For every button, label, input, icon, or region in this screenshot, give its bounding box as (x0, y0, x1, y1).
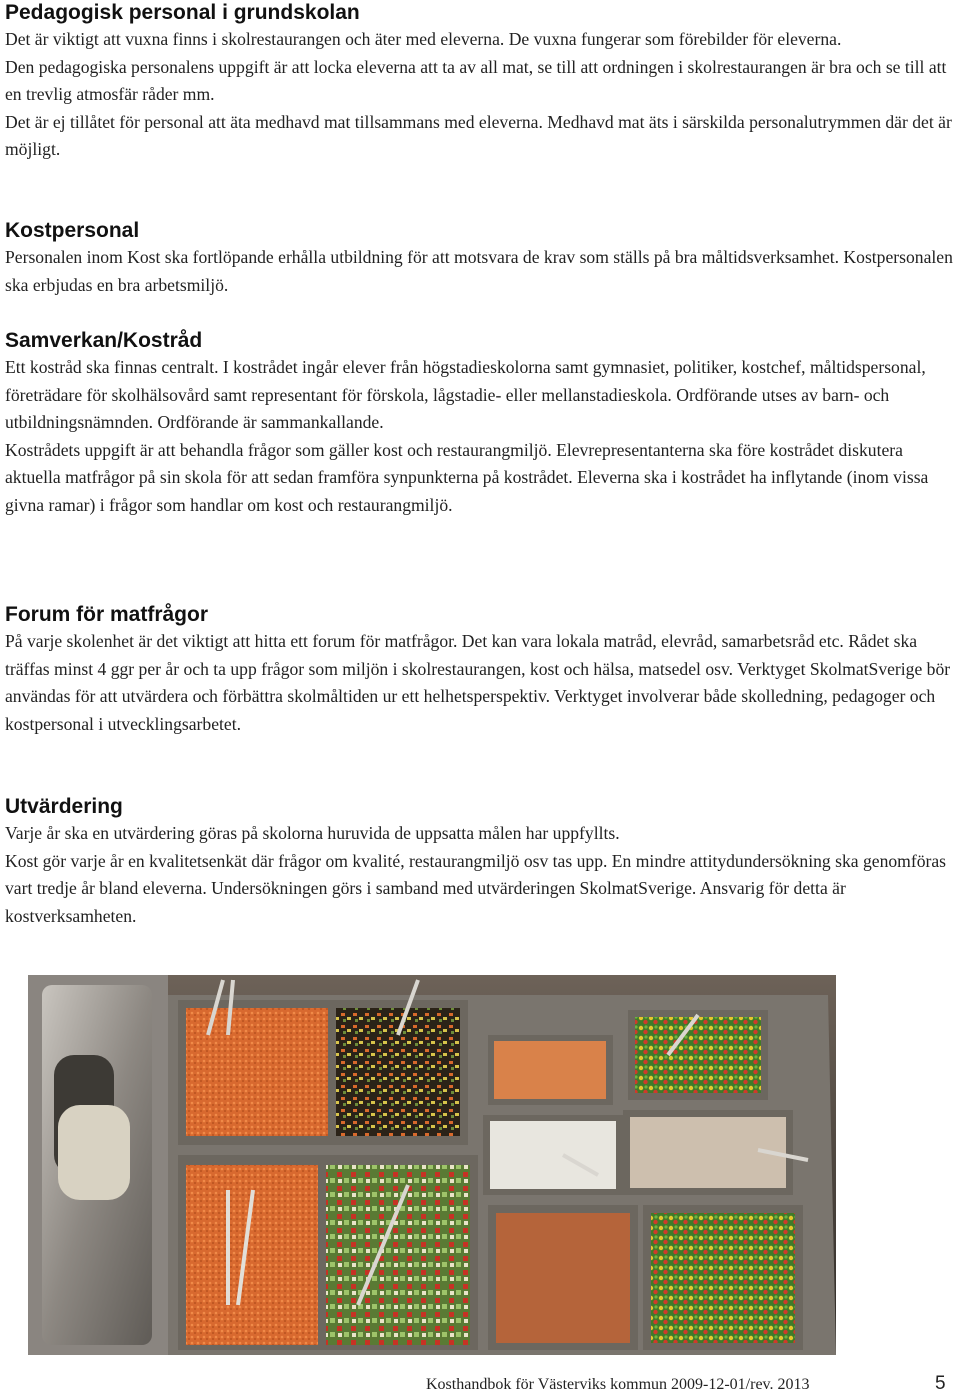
section-heading: Utvärdering (5, 795, 123, 818)
footer-text: Kosthandbok för Västerviks kommun 2009-12-01/rev. 2013 (426, 1376, 810, 1393)
section-kostpersonal (5, 218, 955, 299)
paragraph: Personalen inom Kost ska fortlöpande erhålla utbildning för att motsvara de krav som ställs på bra måltidsverksamhet. Kostpersonalen ska erbjudas en bra arbetsmiljö. (5, 247, 953, 295)
section-heading: Pedagogisk personal i grundskolan (5, 1, 360, 24)
paragraph: Det är ej tillåtet för personal att äta medhavd mat tillsammans med eleverna. Medhavd mat äts i särskilda personalutrymmen där det är möjligt. (5, 111, 952, 159)
paragraph: Ett kostråd ska finnas centralt. I kostrådet ingår elever från högstadieskolorna samt gymnasiet, politiker, kostchef, måltidspersonal, företrädare för skolhälsovård samt representant för förskola, lågstadie- eller mellanstadieskola. Ordförande utses av barn- och utbildningsnämnden. Ordförande är sammankallande. (5, 357, 926, 432)
paragraph: På varje skolenhet är det viktigt att hitta ett forum för matfrågor. Det kan vara lokala matråd, elevråd, samarbetsråd etc. Rådet ska träffas minst 4 ggr per år och ta upp frågor som miljön i skolrestaurangen, kost och hälsa, matsedel osv. Verktyget SkolmatSverige bör användas för att utvärdera och förbättra skolmåltiden ur ett helhetsperspektiv. Verktyget involverar både skolledning, pedagoger och kostpersonal i utvecklingsarbetet. (5, 631, 951, 734)
page-number: 5 (935, 1373, 946, 1394)
section-heading: Forum för matfrågor (5, 603, 209, 626)
section-pedagogisk-personal (5, 0, 955, 164)
section-utvardering (5, 794, 955, 930)
salad-bar-photo (28, 975, 836, 1355)
section-heading: Samverkan/Kostråd (5, 329, 203, 352)
section-heading: Kostpersonal (5, 219, 140, 242)
paragraph: Varje år ska en utvärdering göras på skolorna huruvida de uppsatta målen har uppfyllts. (5, 823, 620, 843)
section-forum-for-matfragor (5, 602, 955, 738)
paragraph: Det är viktigt att vuxna finns i skolrestaurangen och äter med eleverna. De vuxna fungerar som förebilder för eleverna. (5, 29, 842, 49)
paragraph: Den pedagogiska personalens uppgift är att locka eleverna att ta av all mat, se till att ordningen i skolrestaurangen är bra och se till att en trevlig atmosfär råder mm. (5, 56, 947, 104)
paragraph: Kost gör varje år en kvalitetsenkät där frågor om kvalité, restaurangmiljö osv tas upp. En mindre attitydundersökning ska genomföras vart tredje år bland eleverna. Undersökningen görs i samband med utvärderingen SkolmatSverige. Ansvarig för detta är kostverksamheten. (5, 850, 947, 926)
paragraph: Kostrådets uppgift är att behandla frågor som gäller kost och restaurangmiljö. Elevrepresentanterna ska före kostrådet diskutera aktuella matfrågor på sin skola för att sedan framföra synpunkterna på kostrådet. Eleverna ska i kostrådet ha inflytande (inom vissa givna ramar) i frågor som handlar om kost och restaurangmiljö. (5, 439, 929, 515)
section-samverkan-kostrad (5, 328, 955, 519)
